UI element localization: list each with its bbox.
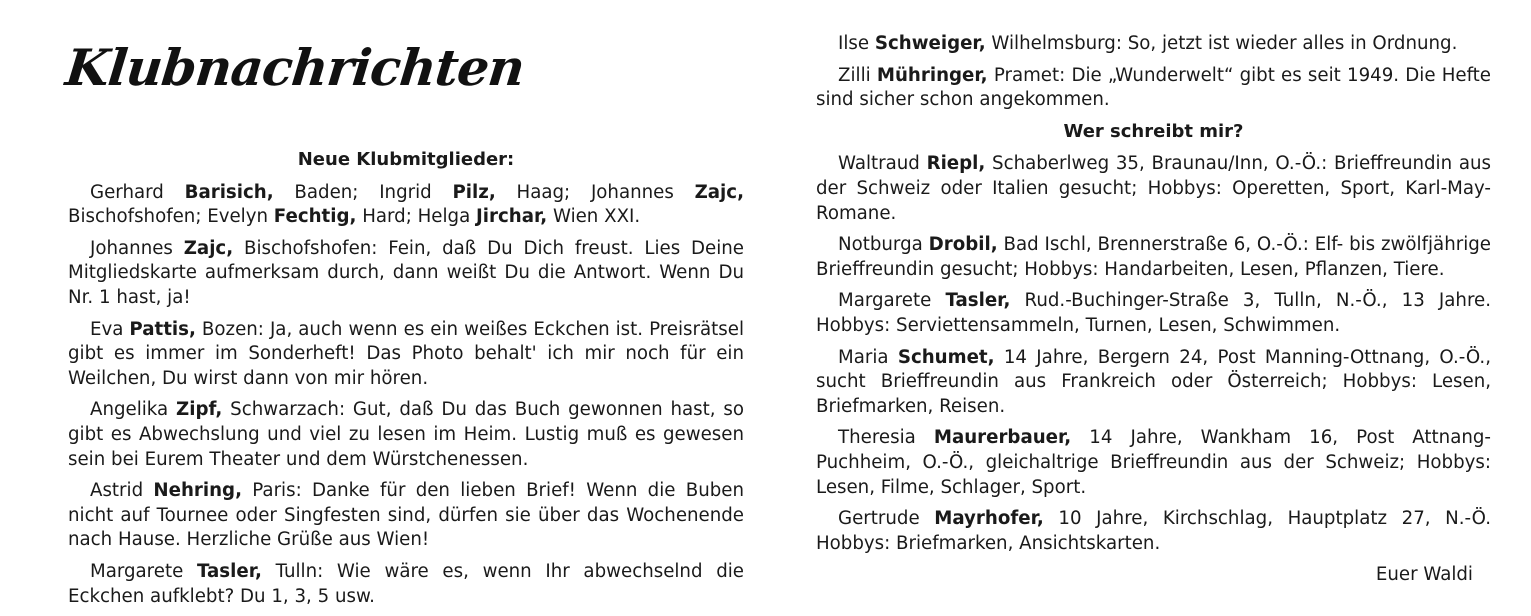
paragraph xyxy=(816,64,1491,113)
paragraph-text: Pramet: Die „Wunderwelt“ gibt es seit 1949. Die Hefte sind sicher schon angekommen. xyxy=(816,64,1491,111)
paragraph-text: Maria xyxy=(838,346,898,368)
paragraph xyxy=(68,479,744,553)
paragraph xyxy=(816,152,1491,226)
paragraph-text: Schaberlweg 35, Braunau/Inn, O.-Ö.: Brieffreundin aus der Schweiz oder Italien gesucht; Hobbys: Operetten, Sport, Karl-May-Romane. xyxy=(816,153,1492,224)
paragraph-text: Angelika xyxy=(90,399,177,421)
signature: Euer Waldi xyxy=(1375,564,1473,586)
paragraph xyxy=(68,237,744,311)
member-name: Schumet, xyxy=(897,346,995,368)
paragraph-text: Wilhelmsburg: So, jetzt ist wieder alles in Ordnung. xyxy=(985,33,1458,54)
member-name: Fechtig, xyxy=(273,206,357,228)
paragraph-text: 14 Jahre, Bergern 24, Post Manning-Ottnang, O.-Ö., sucht Brieffreundin aus Frankreich oder Österreich; Hobbys: Lesen, Briefmarken, Reisen. xyxy=(816,346,1491,417)
member-name: Tasler, xyxy=(945,290,1011,312)
paragraph-text: Haag; Johannes xyxy=(495,181,695,203)
paragraph-text: Waltraud xyxy=(838,153,927,175)
paragraph-text: Wien XXI. xyxy=(547,206,641,228)
left-paragraphs xyxy=(68,181,744,610)
paragraph-text: Paris: Danke für den lieben Brief! Wenn die Buben nicht auf Tournee oder Singfesten sind, dürfen sie über das Wochenende nach Hause. Herzliche Grüße aus Wien! xyxy=(68,480,744,551)
left-column xyxy=(68,148,744,616)
member-name: Riepl, xyxy=(926,153,986,175)
paragraph xyxy=(68,318,744,392)
paragraph-text: Bad Ischl, Brennerstraße 6, O.-Ö.: Elf- bis zwölfjährige Brieffreundin gesucht; Hobbys: Handarbeiten, Lesen, Pflanzen, Tiere. xyxy=(816,234,1491,280)
new-members-heading: Neue Klubmitglieder: xyxy=(297,149,515,170)
paragraph-text: Johannes xyxy=(90,237,184,259)
member-name: Jirchar, xyxy=(476,206,548,228)
paragraph-text: Bozen: Ja, auch wenn es ein weißes Eckchen ist. Preisrätsel gibt es immer im Sonderheft! Das Photo behalt' ich mir noch für ein Weilchen, Du wirst dann von mir hören. xyxy=(68,318,744,389)
paragraph-text: Ilse xyxy=(838,33,875,54)
paragraph-text: Gertrude xyxy=(838,508,935,530)
paragraph-text: 14 Jahre, Wankham 16, Post Attnang-Puchheim, O.-Ö., gleichaltrige Brieffreundin aus der Schweiz; Hobbys: Lesen, Filme, Schlager, Sport. xyxy=(816,427,1491,498)
paragraph-text: Margarete xyxy=(838,290,946,312)
who-writes-me-heading: Wer schreibt mir? xyxy=(1063,120,1244,142)
paragraph xyxy=(816,289,1491,338)
paragraph-text: Rud.-Buchinger-Straße 3, Tulln, N.-Ö., 13 Jahre. Hobbys: Serviettensammeln, Turnen, Lesen, Schwimmen. xyxy=(816,290,1492,336)
paragraph-text: Notburga xyxy=(838,234,929,256)
member-name: Barisich, xyxy=(184,181,274,203)
member-name: Zajc, xyxy=(694,181,744,203)
paragraph-text: 10 Jahre, Kirchschlag, Hauptplatz 27, N.-Ö. Hobbys: Briefmarken, Ansichtskarten. xyxy=(816,508,1491,554)
pen-pal-paragraphs xyxy=(816,152,1491,556)
paragraph-text: Eva xyxy=(90,318,130,340)
member-name: Pilz, xyxy=(452,181,496,203)
page-title: Klubnachrichten xyxy=(62,38,527,97)
member-name: Schweiger, xyxy=(874,33,986,54)
paragraph-text: Baden; Ingrid xyxy=(273,181,453,203)
paragraph xyxy=(816,233,1491,282)
paragraph xyxy=(68,398,744,472)
member-name: Tasler, xyxy=(196,560,262,582)
member-name: Pattis, xyxy=(129,318,196,340)
paragraph-text: Hard; Helga xyxy=(356,206,477,228)
paragraph xyxy=(816,346,1491,420)
paragraph xyxy=(68,181,744,230)
right-paragraphs-top xyxy=(816,32,1491,113)
paragraph xyxy=(68,560,744,609)
member-name: Mayrhofer, xyxy=(934,508,1044,530)
paragraph-text: Theresia xyxy=(838,427,934,449)
member-name: Nehring, xyxy=(153,480,242,502)
paragraph-text: Astrid xyxy=(90,480,154,502)
member-name: Mühringer, xyxy=(876,64,988,86)
paragraph-text: Schwarzach: Gut, daß Du das Buch gewonnen hast, so gibt es Abwechslung und viel zu lesen im Heim. Lustig muß es gewesen sein bei Eurem Theater und dem Würstchenessen. xyxy=(68,399,744,470)
member-name: Drobil, xyxy=(928,234,998,256)
paragraph xyxy=(816,507,1491,556)
paragraph-text: Bischofshofen: Fein, daß Du Dich freust. Lies Deine Mitgliedskarte aufmerksam durch, dann weißt Du die Antwort. Wenn Du Nr. 1 hast, ja! xyxy=(68,237,744,308)
right-column xyxy=(816,32,1491,588)
member-name: Zipf, xyxy=(176,399,223,421)
paragraph xyxy=(816,32,1491,57)
member-name: Zajc, xyxy=(183,237,234,259)
paragraph-text: Tulln: Wie wäre es, wenn Ihr abwechselnd die Eckchen aufklebt? Du 1, 3, 5 usw. xyxy=(68,560,744,607)
paragraph-text: Margarete xyxy=(90,560,197,582)
paragraph-text: Bischofshofen; Evelyn xyxy=(68,206,274,228)
paragraph xyxy=(816,426,1491,500)
member-name: Maurerbauer, xyxy=(933,427,1072,449)
paragraph-text: Gerhard xyxy=(90,181,185,203)
paragraph-text: Zilli xyxy=(838,64,877,86)
